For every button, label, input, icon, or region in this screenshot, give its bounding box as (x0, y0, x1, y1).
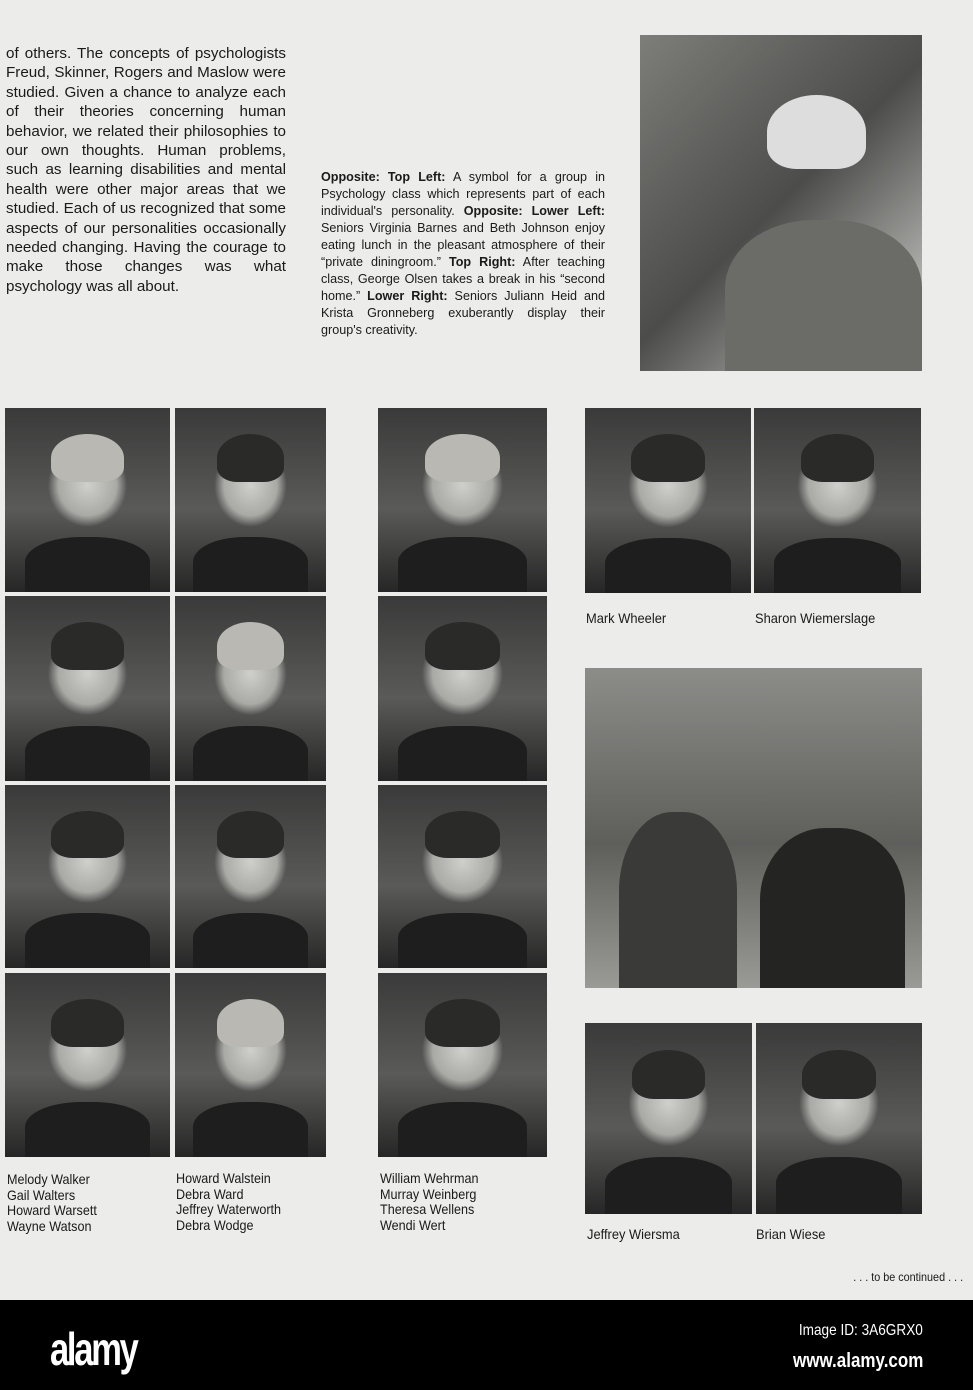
student-name: Debra Ward (176, 1185, 244, 1202)
caption-text: Seniors Juliann Heid and Krista Gronneberg exuberantly display their group's creativity. (321, 289, 605, 337)
portrait-photo (175, 408, 326, 592)
student-name: Debra Wodge (176, 1216, 254, 1233)
student-name: Jeffrey Wiersma (587, 1226, 680, 1242)
portrait-photo (175, 785, 326, 968)
student-name: Howard Warsett (7, 1202, 97, 1219)
portrait-photo (585, 1023, 752, 1214)
portrait-photo (175, 973, 326, 1157)
article-body-text: of others. The concepts of psychologists Freud, Skinner, Rogers and Maslow were studied. Given a chance to analyze each of their theories concerning human behavior, we related their philosophies to our own thoughts. Human problems, such as learning disabilities and mental health were other major areas that we studied. Each of us recognized that some aspects of our personalities occasionally needed changing. Having the courage to make those changes was what psychology was all about. (6, 45, 286, 295)
student-name: Jeffrey Waterworth (176, 1201, 282, 1218)
portrait-photo (5, 973, 170, 1157)
watermark-url: www.alamy.com (792, 1350, 923, 1372)
caption-label: Top Right: (448, 255, 516, 269)
student-name: Wendi Wert (380, 1216, 446, 1233)
photo-caption (321, 169, 605, 339)
student-name: Theresa Wellens (380, 1201, 475, 1218)
student-name: Howard Walstein (176, 1170, 271, 1186)
student-name: Wayne Watson (7, 1217, 92, 1234)
portrait-photo (5, 408, 170, 592)
student-name: William Wehrman (380, 1170, 479, 1186)
portrait-photo (175, 596, 326, 781)
caption-text: Seniors Virginia Barnes and Beth Johnson enjoy eating lunch in the pleasant atmosphere of their “private diningroom.” (321, 221, 605, 269)
alamy-logo: alamy (50, 1323, 137, 1375)
caption-text: A symbol for a group in Psychology class which represents part of each individual's personality. (321, 170, 605, 218)
student-name: Gail Walters (7, 1186, 76, 1203)
student-name: Mark Wheeler (586, 610, 667, 626)
teacher-photo (640, 35, 922, 371)
name-list (7, 1172, 97, 1234)
group-creativity-photo (585, 668, 922, 988)
portrait-photo (378, 785, 547, 968)
portrait-photo (378, 973, 547, 1157)
caption-label: Opposite: Top Left: (321, 170, 446, 184)
portrait-photo (754, 408, 921, 593)
student-name: Sharon Wiemerslage (755, 610, 876, 626)
caption-label: Opposite: Lower Left: (463, 204, 605, 218)
portrait-photo (585, 408, 751, 593)
student-name: Murray Weinberg (380, 1185, 477, 1202)
to-be-continued-text: . . . to be continued . . . (853, 1270, 963, 1284)
name-list (380, 1171, 478, 1233)
portrait-photo (756, 1023, 922, 1214)
portrait-photo (5, 596, 170, 781)
watermark-footer (0, 1300, 973, 1390)
caption-label: Lower Right: (367, 289, 448, 303)
student-name: Melody Walker (7, 1171, 90, 1187)
name-list (176, 1171, 281, 1233)
portrait-photo (378, 596, 547, 781)
portrait-photo (5, 785, 170, 968)
caption-text: After teaching class, George Olsen takes a break in his “second home.” (321, 255, 605, 303)
image-id: Image ID: 3A6GRX0 (799, 1322, 923, 1339)
portrait-photo (378, 408, 547, 592)
student-name: Brian Wiese (756, 1226, 826, 1242)
